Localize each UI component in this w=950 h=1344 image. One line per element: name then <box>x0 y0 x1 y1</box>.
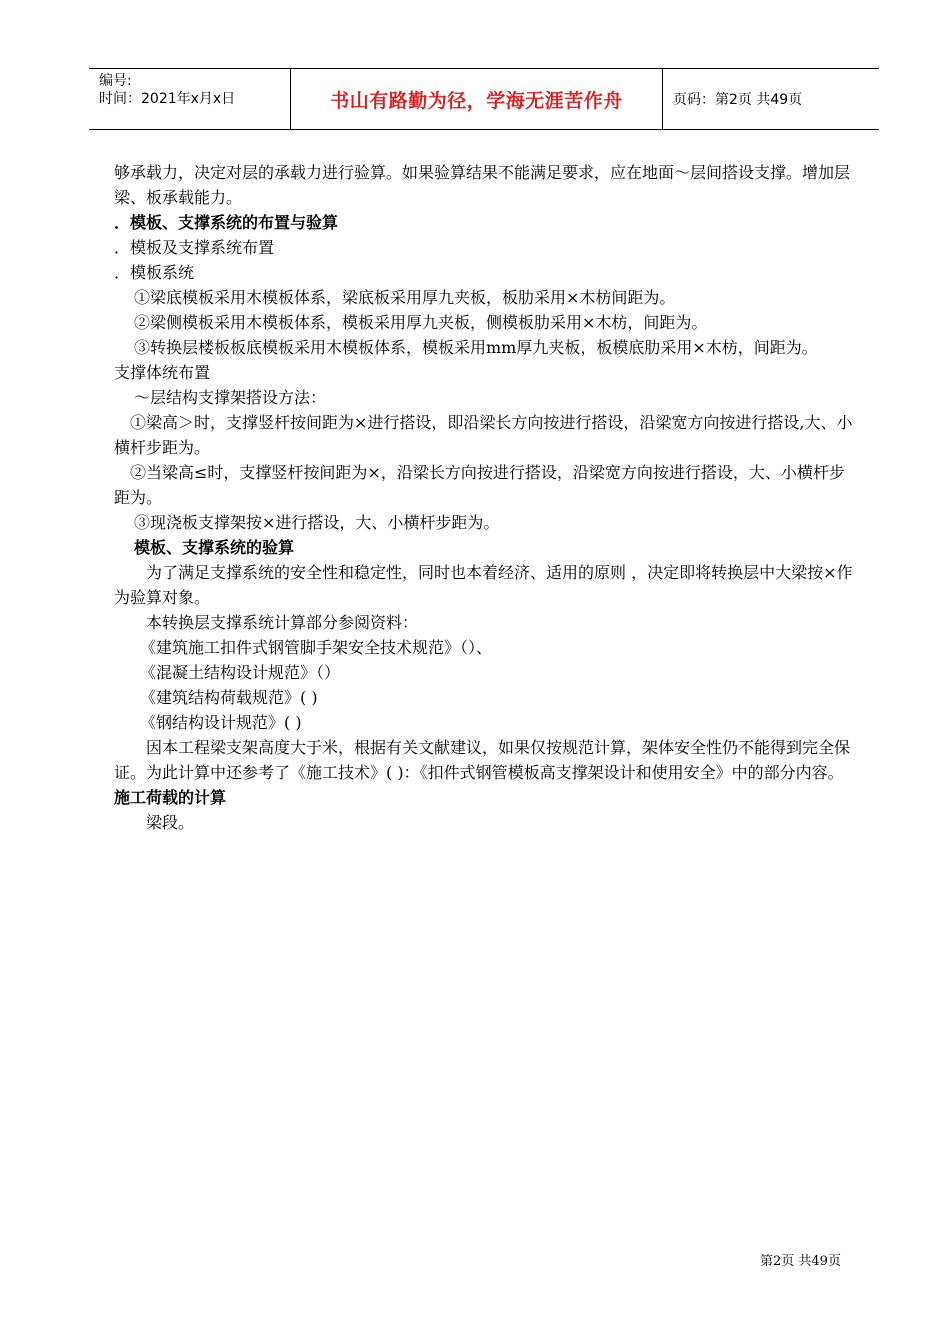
list-item: ③现浇板支撑架按×进行搭设，大、小横杆步距为。 <box>134 513 500 532</box>
paragraph: 够承载力，决定对层的承载力进行验算。如果验算结果不能满足要求，应在地面～层间搭设支撑。增加层梁、板承载能力。 <box>114 163 851 207</box>
header-table <box>89 68 879 130</box>
reference-item: 《钢结构设计规范》( ) <box>140 713 302 732</box>
list-item: ②当梁高≤时，支撑竖杆按间距为×，沿梁长方向按进行搭设，沿梁宽方向按进行搭设，大、小横杆步距为。 <box>114 463 845 507</box>
list-item: ①梁底模板采用木模板体系，梁底板采用厚九夹板，板肋采用×木枋间距为。 <box>134 288 676 307</box>
reference-item: 《建筑结构荷载规范》( ) <box>140 688 318 707</box>
paragraph: 因本工程梁支架高度大于米，根据有关文献建议，如果仅按规范计算，架体安全性仍不能得到完全保证。为此计算中还参考了《施工技术》( )：《扣件式钢管模板高支撑架设计和使用安全》中的部分内容。 <box>114 738 851 782</box>
header-meta-cell <box>89 69 290 129</box>
section-heading: 施工荷载的计算 <box>114 788 227 807</box>
paragraph: 为了满足支撑系统的安全性和稳定性，同时也本着经济、适用的原则 ，决定即将转换层中大梁按×作为验算对象。 <box>114 563 853 607</box>
list-item: ②梁侧模板采用木模板体系，模板采用厚九夹板，侧模板肋采用×木枋，间距为。 <box>134 313 708 332</box>
header-motto: 书山有路勤为径，学海无涯苦作舟 <box>290 69 663 129</box>
list-item: ③转换层楼板板底模板采用木模板体系，模板采用mm厚九夹板，板模底肋采用×木枋，间距为。 <box>134 338 818 357</box>
reference-item: 《混凝土结构设计规范》（） <box>140 663 341 682</box>
paragraph: 梁段。 <box>146 813 195 832</box>
section-heading: ．模板系统 <box>114 263 195 282</box>
subheading: ～层结构支撑架搭设方法： <box>134 388 327 407</box>
section-heading: 模板、支撑系统的验算 <box>134 538 295 557</box>
header-page-info: 页码：第2页 共49页 <box>673 92 803 108</box>
reference-item: 《建筑施工扣件式钢管脚手架安全技术规范》（）、 <box>140 638 493 657</box>
paragraph: 本转换层支撑系统计算部分参阅资料： <box>146 613 419 632</box>
number-label: 编号: <box>99 73 132 89</box>
section-heading: ．模板及支撑系统布置 <box>114 238 275 257</box>
list-item: ①梁高＞时，支撑竖杆按间距为×进行搭设，即沿梁长方向按进行搭设，沿梁宽方向按进行搭设,大、小横杆步距为。 <box>114 413 853 457</box>
time-label: 时间：2021年x月x日 <box>99 91 236 107</box>
section-heading: 支撑体统布置 <box>114 363 211 382</box>
footer-page-info: 第2页 共49页 <box>760 1254 841 1269</box>
section-heading: ．模板、支撑系统的布置与验算 <box>114 213 339 232</box>
document-body <box>114 160 858 835</box>
